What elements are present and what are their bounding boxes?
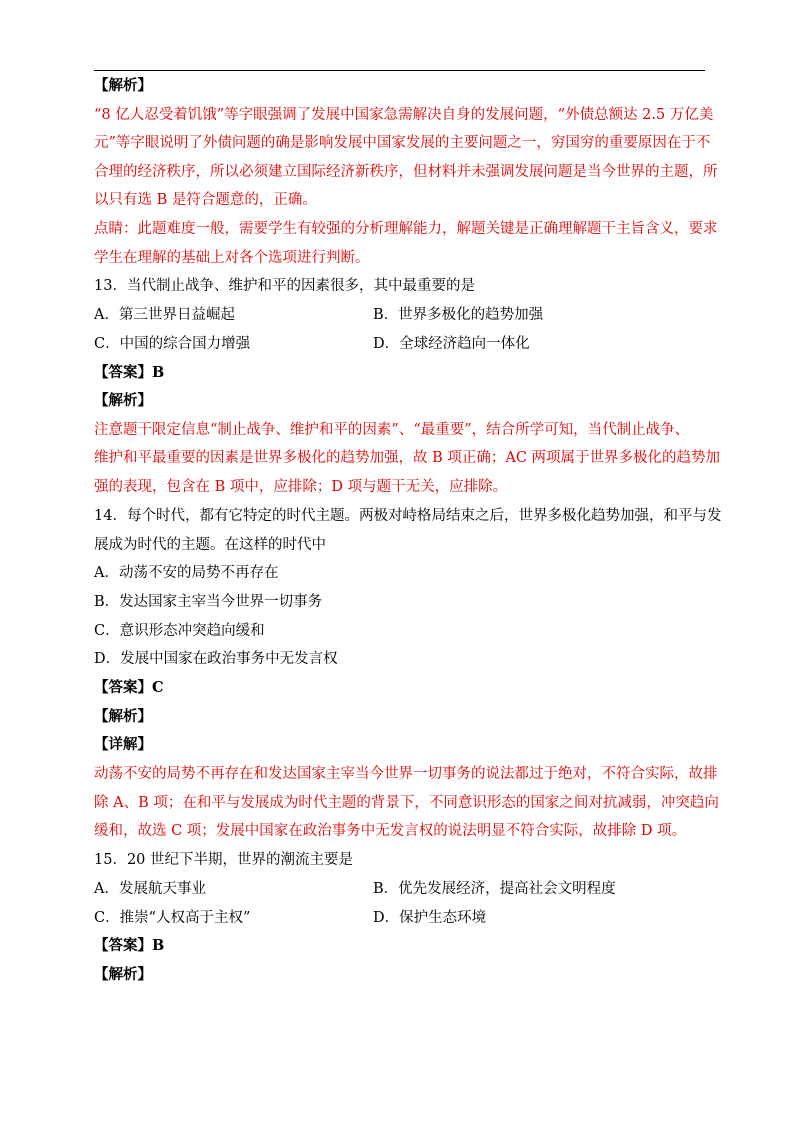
- analysis-line: 以只有选 B 是符合题意的，正确。: [94, 192, 317, 208]
- question-14-stem: 14．每个时代，都有它特定的时代主题。两极对峙格局结束之后，世界多极化趋势加强，和平与发: [94, 508, 722, 524]
- analysis-line: 动荡不安的局势不再存在和发达国家主宰当今世界一切事务的说法都过于绝对，不符合实际，故排: [94, 766, 718, 782]
- analysis-line: 元”等字眼说明了外债问题的确是影响发展中国家发展的主要问题之一，穷国穷的重要原因在于不: [94, 135, 711, 151]
- answer-15: 【答案】B: [94, 937, 165, 954]
- option-a: A．动荡不安的局势不再存在: [94, 565, 279, 581]
- option-c: C．推崇“人权高于主权”: [94, 910, 251, 926]
- analysis-line: 合理的经济秩序，所以必须建立国际经济新秩序，但材料并未强调发展问题是当今世界的主题，所: [94, 164, 718, 180]
- analysis-heading: 【解析】: [94, 392, 152, 409]
- question-13-stem: 13．当代制止战争、维护和平的因素很多，其中最重要的是: [94, 278, 475, 294]
- analysis-line: “8 亿人忍受着饥饿”等字眼强调了发展中国家急需解决自身的发展问题，“外债总额达 2.5 万亿美: [94, 107, 714, 123]
- answer-13: 【答案】B: [94, 364, 165, 381]
- analysis-line: 注意题干限定信息“制止战争、维护和平的因素”、“最重要”，结合所学可知，当代制止战争、: [94, 422, 690, 438]
- analysis-line: 强的表现，包含在 B 项中，应排除；D 项与题干无关，应排除。: [94, 479, 508, 495]
- option-c: C．中国的综合国力增强: [94, 336, 251, 352]
- header-rule: [94, 70, 705, 71]
- option-d: D．保护生态环境: [373, 910, 487, 926]
- analysis-line: 缓和，故选 C 项；发展中国家在政治事务中无发言权的说法明显不符合实际，故排除 D 项。: [94, 823, 687, 839]
- option-b: B．发达国家主宰当今世界一切事务: [94, 594, 323, 610]
- analysis-heading: 【解析】: [94, 77, 152, 94]
- note-line: 学生在理解的基础上对各个选项进行判断。: [94, 250, 370, 266]
- analysis-line: 除 A、B 项；在和平与发展成为时代主题的背景下，不同意识形态的国家之间对抗减弱，冲突趋向: [94, 795, 719, 811]
- analysis-line: 维护和平最重要的因素是世界多极化的趋势加强，故 B 项正确；AC 两项属于世界多极化的趋势加: [94, 450, 721, 466]
- analysis-heading: 【解析】: [94, 708, 152, 725]
- option-d: D．发展中国家在政治事务中无发言权: [94, 651, 338, 667]
- detail-heading: 【详解】: [94, 736, 152, 753]
- option-a: A．发展航天事业: [94, 881, 206, 897]
- option-b: B．优先发展经济，提高社会文明程度: [373, 881, 616, 897]
- option-a: A．第三世界日益崛起: [94, 307, 235, 323]
- option-c: C．意识形态冲突趋向缓和: [94, 623, 265, 639]
- question-15-stem: 15．20 世纪下半期，世界的潮流主要是: [94, 852, 354, 868]
- option-d: D．全球经济趋向一体化: [373, 336, 530, 352]
- answer-14: 【答案】C: [94, 679, 164, 696]
- note-line: 点睛：此题难度一般，需要学生有较强的分析理解能力，解题关键是正确理解题干主旨含义，要求: [94, 221, 718, 237]
- question-14-stem: 展成为时代的主题。在这样的时代中: [94, 537, 326, 553]
- analysis-heading: 【解析】: [94, 966, 152, 983]
- option-b: B．世界多极化的趋势加强: [373, 307, 544, 323]
